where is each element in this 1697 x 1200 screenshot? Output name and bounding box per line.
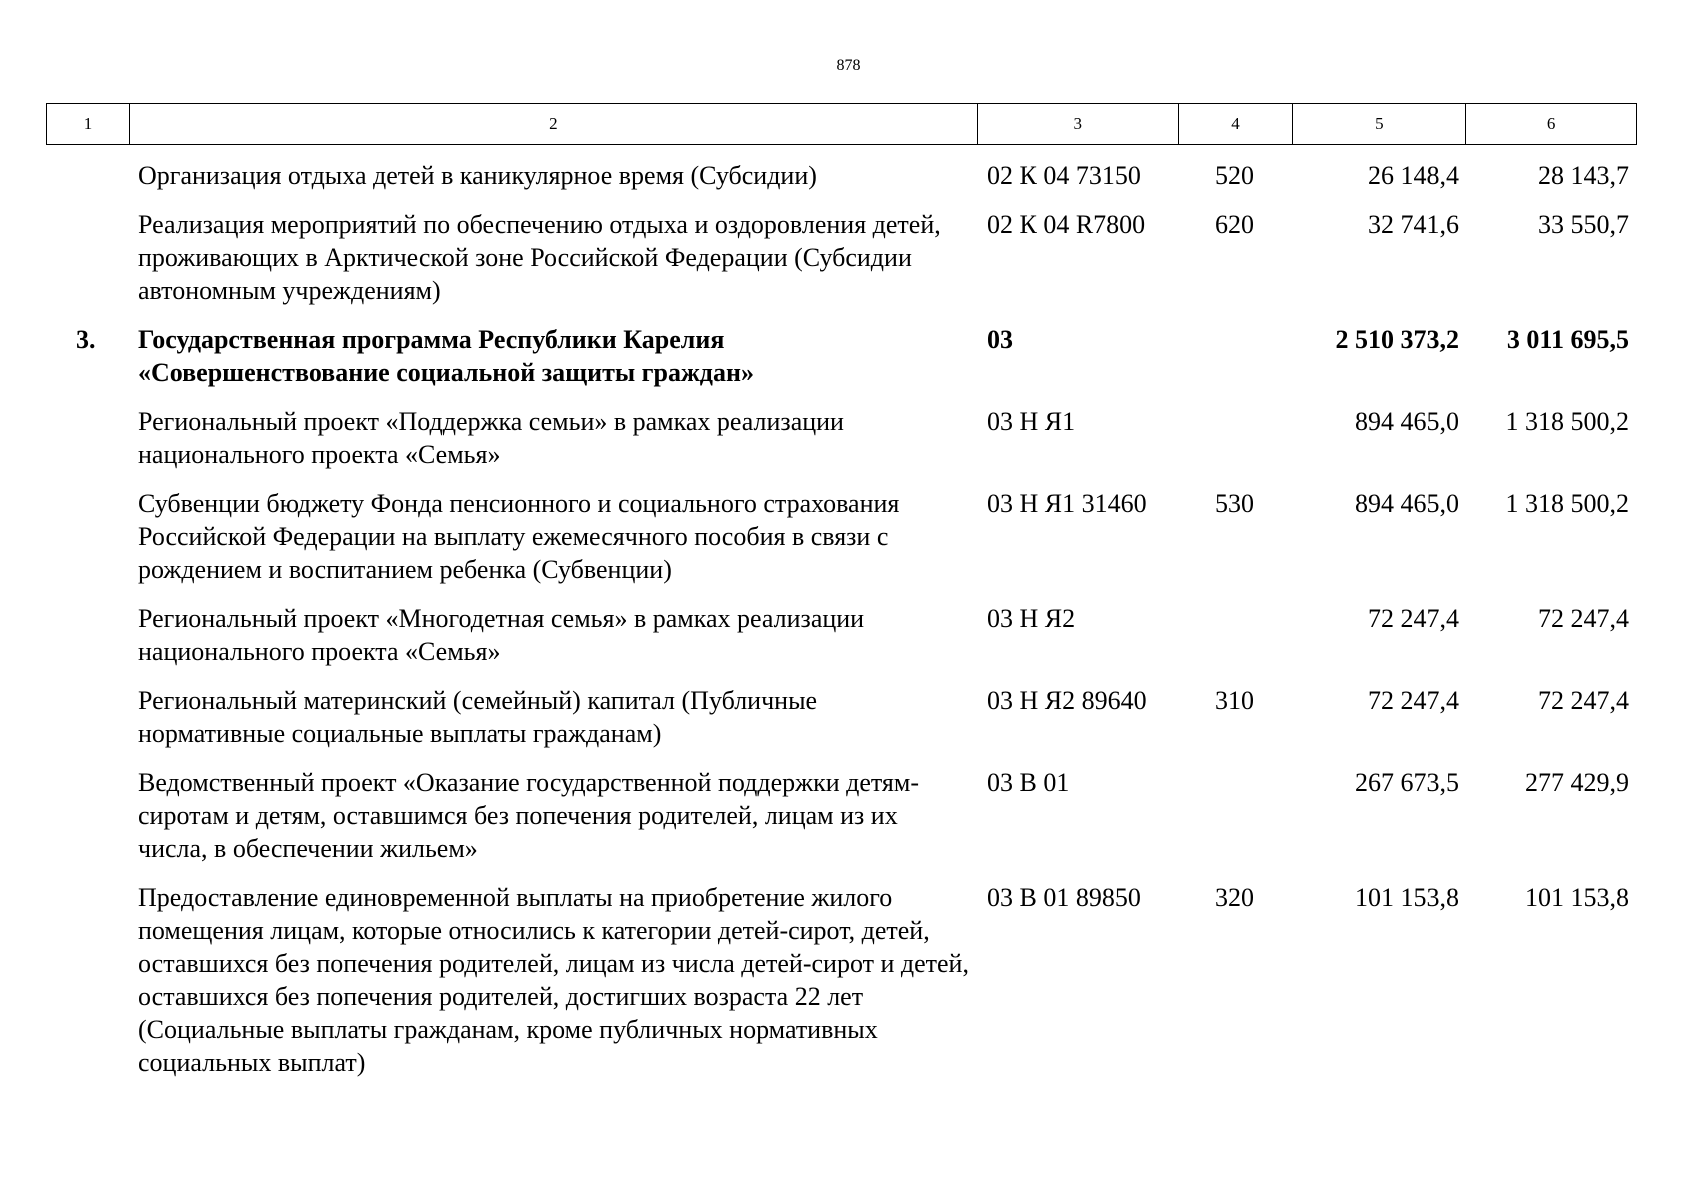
row-value-1: 267 673,5	[1355, 768, 1459, 797]
table-body	[46, 159, 1637, 1095]
row-type	[1179, 602, 1294, 668]
row-value-2: 33 550,7	[1538, 210, 1629, 239]
row-number	[46, 602, 129, 668]
row-name: Государственная программа Республики Карелия «Совершенствование социальной защиты граждан»	[138, 325, 754, 387]
table-row	[46, 159, 1637, 192]
row-name: Региональный проект «Многодетная семья» в рамках реализации национального проекта «Семья»	[138, 604, 865, 666]
row-number	[46, 405, 129, 471]
row-name: Региональный проект «Поддержка семьи» в рамках реализации национального проекта «Семья»	[138, 407, 844, 469]
row-number	[46, 159, 129, 192]
row-code: 03 В 01 89850	[987, 883, 1141, 912]
row-number	[46, 208, 129, 307]
table-row	[46, 684, 1637, 750]
row-value-1: 72 247,4	[1368, 686, 1459, 715]
row-number	[46, 684, 129, 750]
row-code: 03 Н Я2	[987, 604, 1076, 633]
row-type: 310	[1215, 686, 1254, 715]
row-name: Региональный материнский (семейный) капитал (Публичные нормативные социальные выплаты гражданам)	[138, 686, 818, 748]
row-name: Реализация мероприятий по обеспечению отдыха и оздоровления детей, проживающих в Арктической зоне Российской Федерации (Субсидии автономным учреждениям)	[138, 210, 941, 305]
row-type	[1179, 405, 1294, 471]
row-value-2: 72 247,4	[1538, 604, 1629, 633]
row-value-2: 28 143,7	[1538, 161, 1629, 190]
row-code: 02 К 04 R7800	[987, 210, 1146, 239]
row-code: 03 Н Я1 31460	[987, 489, 1147, 518]
row-name: Субвенции бюджету Фонда пенсионного и социального страхования Российской Федерации на выплату ежемесячного пособия в связи с рождением и воспитанием ребенка (Субвенции)	[138, 489, 900, 584]
table-row	[46, 405, 1637, 471]
header-col-6: 6	[1546, 114, 1556, 133]
row-code: 03	[987, 325, 1013, 354]
row-value-2: 3 011 695,5	[1506, 325, 1629, 354]
header-col-5: 5	[1293, 104, 1466, 144]
row-type	[1179, 323, 1294, 389]
row-code: 03 Н Я1	[987, 407, 1076, 436]
row-value-2: 72 247,4	[1538, 686, 1629, 715]
header-col-1: 1	[47, 104, 130, 144]
header-col-2: 2	[130, 104, 978, 144]
table-header	[46, 103, 1637, 145]
row-code: 03 В 01	[987, 768, 1070, 797]
row-value-2: 1 318 500,2	[1505, 407, 1629, 436]
row-type	[1179, 766, 1294, 865]
row-value-1: 32 741,6	[1368, 210, 1459, 239]
header-col-3: 3	[978, 104, 1179, 144]
table-row	[46, 881, 1637, 1079]
table-row	[46, 208, 1637, 307]
row-value-1: 26 148,4	[1368, 161, 1459, 190]
row-value-1: 72 247,4	[1368, 604, 1459, 633]
table-row	[46, 766, 1637, 865]
row-value-1: 101 153,8	[1355, 883, 1459, 912]
row-type: 320	[1215, 883, 1254, 912]
row-value-2: 101 153,8	[1525, 883, 1629, 912]
row-number	[46, 766, 129, 865]
row-code: 02 К 04 73150	[987, 161, 1141, 190]
table-row-program	[46, 323, 1637, 389]
row-number: 3.	[76, 325, 96, 354]
row-type: 520	[1215, 161, 1254, 190]
row-value-1: 894 465,0	[1355, 407, 1459, 436]
row-type: 620	[1215, 210, 1254, 239]
header-col-4: 4	[1179, 104, 1294, 144]
row-name: Ведомственный проект «Оказание государственной поддержки детям-сиротам и детям, оставшимся без попечения родителей, лицам из их числа, в обеспечении жильем»	[138, 768, 919, 863]
row-number	[46, 487, 129, 586]
row-value-1: 894 465,0	[1355, 489, 1459, 518]
table-row	[46, 487, 1637, 586]
row-code: 03 Н Я2 89640	[987, 686, 1147, 715]
row-type: 530	[1215, 489, 1254, 518]
row-number	[46, 881, 129, 1079]
row-value-1: 2 510 373,2	[1335, 325, 1459, 354]
page-number: 878	[836, 57, 861, 74]
row-name: Организация отдыха детей в каникулярное время (Субсидии)	[138, 161, 817, 190]
row-value-2: 1 318 500,2	[1505, 489, 1629, 518]
row-name: Предоставление единовременной выплаты на приобретение жилого помещения лицам, которые относились к категории детей-сирот, детей, оставшихся без попечения родителей, лицам из числа детей-сирот и детей, оставшихся без попечения родителей, достигших возраста 22 лет (Социальные выплаты гражданам, кроме публичных нормативных социальных выплат)	[138, 883, 969, 1077]
row-value-2: 277 429,9	[1525, 768, 1629, 797]
table-row	[46, 602, 1637, 668]
